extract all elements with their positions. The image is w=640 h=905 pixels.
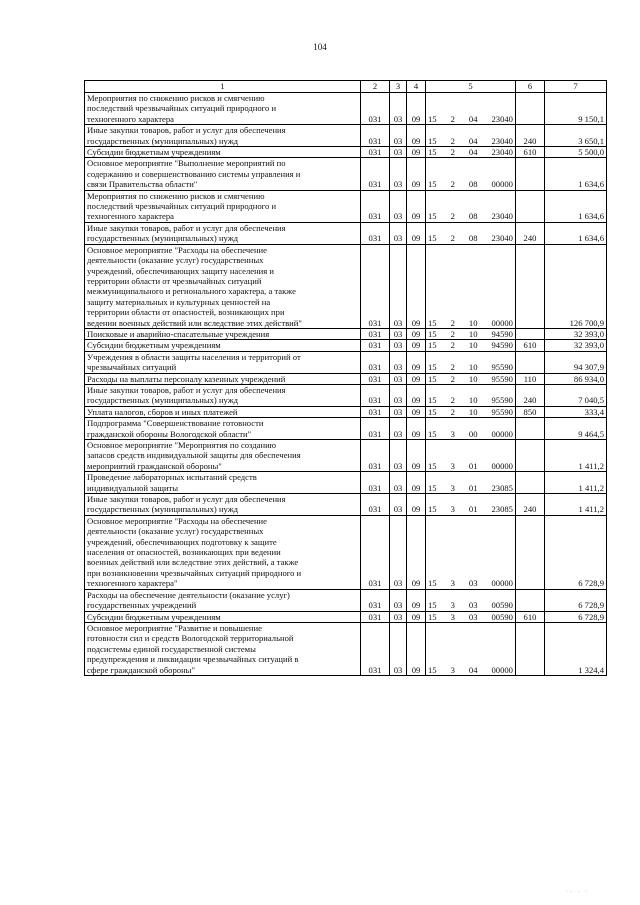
row-target-article bbox=[426, 351, 516, 373]
row-name: Субсидии бюджетным учреждениям bbox=[85, 611, 361, 622]
row-subsection-code: 09 bbox=[407, 351, 426, 373]
table-row bbox=[85, 515, 607, 589]
header-col-1: 1 bbox=[85, 81, 361, 93]
row-ministry-code: 031 bbox=[361, 373, 390, 384]
target-article-part: 00000 bbox=[491, 428, 513, 439]
target-article-parts bbox=[428, 114, 513, 124]
row-ministry-code: 031 bbox=[361, 472, 390, 494]
row-amount: 6 728,9 bbox=[545, 515, 607, 589]
target-article-part: 15 bbox=[428, 578, 437, 589]
row-expense-type bbox=[516, 472, 545, 494]
row-target-article bbox=[426, 418, 516, 440]
row-section-code: 03 bbox=[390, 515, 407, 589]
target-article-part: 10 bbox=[468, 317, 478, 328]
target-article-part: 04 bbox=[468, 113, 478, 124]
row-ministry-code: 031 bbox=[361, 147, 390, 158]
row-section-code: 03 bbox=[390, 351, 407, 373]
row-expense-type bbox=[516, 515, 545, 589]
target-article-part: 15 bbox=[428, 135, 437, 146]
row-subsection-code: 09 bbox=[407, 384, 426, 406]
row-section-code: 03 bbox=[390, 328, 407, 339]
table-row bbox=[85, 147, 607, 158]
row-section-code: 03 bbox=[390, 611, 407, 622]
target-article-part: 15 bbox=[428, 147, 437, 158]
row-section-code: 03 bbox=[390, 418, 407, 440]
table-row bbox=[85, 384, 607, 406]
row-expense-type bbox=[516, 351, 545, 373]
row-subsection-code: 09 bbox=[407, 406, 426, 417]
target-article-parts bbox=[428, 407, 513, 417]
row-subsection-code: 09 bbox=[407, 147, 426, 158]
table-row bbox=[85, 328, 607, 339]
row-target-article bbox=[426, 589, 516, 611]
row-amount: 6 728,9 bbox=[545, 611, 607, 622]
target-article-part: 2 bbox=[450, 317, 455, 328]
target-article-parts bbox=[428, 578, 513, 588]
row-name: Основное мероприятие "Мероприятия по созданию запасов средств индивидуальной защиты для обеспечения мероприятий гражданской обороны" bbox=[85, 440, 361, 472]
row-subsection-code: 09 bbox=[407, 472, 426, 494]
row-target-article bbox=[426, 328, 516, 339]
target-article-parts bbox=[428, 395, 513, 405]
row-ministry-code: 031 bbox=[361, 622, 390, 675]
target-article-parts bbox=[428, 429, 513, 439]
row-expense-type bbox=[516, 93, 545, 125]
table-body bbox=[85, 93, 607, 676]
row-ministry-code: 031 bbox=[361, 406, 390, 417]
row-target-article bbox=[426, 190, 516, 222]
row-name: Учреждения в области защиты населения и территорий от чрезвычайных ситуаций bbox=[85, 351, 361, 373]
target-article-part: 15 bbox=[428, 233, 437, 244]
target-article-part: 00000 bbox=[491, 179, 513, 190]
row-subsection-code: 09 bbox=[407, 244, 426, 328]
target-article-part: 2 bbox=[450, 211, 455, 222]
row-name: Основное мероприятие "Расходы на обеспечение деятельности (оказание услуг) государственных учреждений, обеспечивающих подготовку к защите населения от опасностей, возникающих при ведении военных действий или вследствие этих действий, а также при возникновении чрезвычайных ситуаций природного и техногенного характера" bbox=[85, 515, 361, 589]
target-article-part: 3 bbox=[450, 504, 455, 515]
row-ministry-code: 031 bbox=[361, 158, 390, 190]
header-col-6: 6 bbox=[516, 81, 545, 93]
row-expense-type bbox=[516, 244, 545, 328]
table-row bbox=[85, 494, 607, 516]
table-row bbox=[85, 158, 607, 190]
target-article-parts bbox=[428, 147, 513, 157]
row-section-code: 03 bbox=[390, 125, 407, 147]
target-article-part: 15 bbox=[428, 504, 437, 515]
target-article-part: 00000 bbox=[491, 317, 513, 328]
target-article-part: 15 bbox=[428, 611, 437, 622]
target-article-part: 00000 bbox=[491, 664, 513, 675]
row-target-article bbox=[426, 494, 516, 516]
row-expense-type bbox=[516, 589, 545, 611]
row-expense-type bbox=[516, 418, 545, 440]
header-col-7: 7 bbox=[545, 81, 607, 93]
target-article-part: 03 bbox=[468, 578, 478, 589]
table-row bbox=[85, 125, 607, 147]
row-name: Иные закупки товаров, работ и услуг для обеспечения государственных (муниципальных) нужд bbox=[85, 125, 361, 147]
row-expense-type: 240 bbox=[516, 384, 545, 406]
table-row bbox=[85, 373, 607, 384]
target-article-part: 95590 bbox=[491, 373, 513, 384]
row-expense-type: 240 bbox=[516, 222, 545, 244]
row-ministry-code: 031 bbox=[361, 93, 390, 125]
table-row bbox=[85, 589, 607, 611]
target-article-part: 15 bbox=[428, 113, 437, 124]
target-article-part: 3 bbox=[450, 600, 455, 611]
table-row bbox=[85, 418, 607, 440]
row-expense-type bbox=[516, 440, 545, 472]
row-section-code: 03 bbox=[390, 622, 407, 675]
target-article-part: 15 bbox=[428, 317, 437, 328]
header-col-3: 3 bbox=[390, 81, 407, 93]
target-article-part: 15 bbox=[428, 664, 437, 675]
row-ministry-code: 031 bbox=[361, 340, 390, 351]
row-section-code: 03 bbox=[390, 158, 407, 190]
row-amount: 6 728,9 bbox=[545, 589, 607, 611]
row-amount: 32 393,0 bbox=[545, 340, 607, 351]
target-article-parts bbox=[428, 612, 513, 622]
table-row bbox=[85, 472, 607, 494]
row-target-article bbox=[426, 158, 516, 190]
row-target-article bbox=[426, 440, 516, 472]
table-row bbox=[85, 351, 607, 373]
row-section-code: 03 bbox=[390, 244, 407, 328]
target-article-part: 3 bbox=[450, 611, 455, 622]
row-subsection-code: 09 bbox=[407, 222, 426, 244]
row-amount: 3 650,1 bbox=[545, 125, 607, 147]
target-article-part: 2 bbox=[450, 113, 455, 124]
row-expense-type bbox=[516, 622, 545, 675]
target-article-part: 95590 bbox=[491, 395, 513, 406]
target-article-part: 10 bbox=[468, 395, 478, 406]
target-article-part: 15 bbox=[428, 328, 437, 339]
target-article-part: 3 bbox=[450, 482, 455, 493]
target-article-part: 01 bbox=[468, 460, 478, 471]
row-section-code: 03 bbox=[390, 190, 407, 222]
row-section-code: 03 bbox=[390, 384, 407, 406]
target-article-part: 08 bbox=[468, 179, 478, 190]
target-article-part: 04 bbox=[468, 664, 478, 675]
target-article-part: 94590 bbox=[491, 340, 513, 351]
target-article-part: 23040 bbox=[491, 135, 513, 146]
row-subsection-code: 09 bbox=[407, 611, 426, 622]
target-article-part: 15 bbox=[428, 482, 437, 493]
row-name: Подпрограмма "Совершенствование готовности гражданской обороны Вологодской области" bbox=[85, 418, 361, 440]
row-name: Иные закупки товаров, работ и услуг для обеспечения государственных (муниципальных) нужд bbox=[85, 384, 361, 406]
target-article-parts bbox=[428, 211, 513, 221]
scan-mark: ·· · · bbox=[566, 889, 589, 895]
row-expense-type bbox=[516, 158, 545, 190]
row-ministry-code: 031 bbox=[361, 515, 390, 589]
table-row bbox=[85, 611, 607, 622]
row-section-code: 03 bbox=[390, 222, 407, 244]
row-name: Поисковые и аварийно-спасательные учреждения bbox=[85, 328, 361, 339]
row-subsection-code: 09 bbox=[407, 494, 426, 516]
row-ministry-code: 031 bbox=[361, 125, 390, 147]
target-article-part: 23085 bbox=[491, 504, 513, 515]
row-amount: 7 040,5 bbox=[545, 384, 607, 406]
row-amount: 1 634,6 bbox=[545, 222, 607, 244]
row-target-article bbox=[426, 244, 516, 328]
row-subsection-code: 09 bbox=[407, 440, 426, 472]
row-target-article bbox=[426, 125, 516, 147]
table-row bbox=[85, 222, 607, 244]
row-ministry-code: 031 bbox=[361, 440, 390, 472]
row-ministry-code: 031 bbox=[361, 494, 390, 516]
row-name: Мероприятия по снижению рисков и смягчению последствий чрезвычайных ситуаций природного и техногенного характера bbox=[85, 190, 361, 222]
row-target-article bbox=[426, 373, 516, 384]
row-target-article bbox=[426, 222, 516, 244]
target-article-part: 3 bbox=[450, 428, 455, 439]
table-row bbox=[85, 340, 607, 351]
target-article-part: 04 bbox=[468, 135, 478, 146]
row-amount: 9 464,5 bbox=[545, 418, 607, 440]
row-expense-type: 110 bbox=[516, 373, 545, 384]
row-amount: 1 634,6 bbox=[545, 190, 607, 222]
row-ministry-code: 031 bbox=[361, 244, 390, 328]
row-name: Иные закупки товаров, работ и услуг для обеспечения государственных (муниципальных) нужд bbox=[85, 222, 361, 244]
row-name: Проведение лабораторных испытаний средств индивидуальной защиты bbox=[85, 472, 361, 494]
target-article-part: 2 bbox=[450, 233, 455, 244]
target-article-parts bbox=[428, 374, 513, 384]
row-expense-type: 610 bbox=[516, 340, 545, 351]
table-row bbox=[85, 406, 607, 417]
target-article-part: 15 bbox=[428, 362, 437, 373]
row-expense-type: 610 bbox=[516, 147, 545, 158]
target-article-part: 95590 bbox=[491, 406, 513, 417]
row-target-article bbox=[426, 622, 516, 675]
row-name: Расходы на обеспечение деятельности (оказание услуг) государственных учреждений bbox=[85, 589, 361, 611]
target-article-part: 2 bbox=[450, 395, 455, 406]
target-article-part: 2 bbox=[450, 328, 455, 339]
target-article-part: 15 bbox=[428, 428, 437, 439]
row-name: Основное мероприятие "Расходы на обеспечение деятельности (оказание услуг) государственных учреждений, обеспечивающих защиту населения и территории области от чрезвычайных ситуаций межмуниципального и регионального характера, а также защиту материальных и культурных ценностей на территории области от опасностей, возникающих при ведении военных действий или вследствие этих действий" bbox=[85, 244, 361, 328]
row-subsection-code: 09 bbox=[407, 190, 426, 222]
row-name: Мероприятия по снижению рисков и смягчению последствий чрезвычайных ситуаций природного и техногенного характера bbox=[85, 93, 361, 125]
target-article-part: 2 bbox=[450, 147, 455, 158]
target-article-parts bbox=[428, 340, 513, 350]
row-amount: 126 700,9 bbox=[545, 244, 607, 328]
target-article-part: 08 bbox=[468, 233, 478, 244]
target-article-part: 01 bbox=[468, 482, 478, 493]
row-target-article bbox=[426, 406, 516, 417]
table-row bbox=[85, 440, 607, 472]
row-subsection-code: 09 bbox=[407, 93, 426, 125]
target-article-part: 01 bbox=[468, 504, 478, 515]
target-article-parts bbox=[428, 233, 513, 243]
row-section-code: 03 bbox=[390, 472, 407, 494]
target-article-part: 08 bbox=[468, 211, 478, 222]
row-subsection-code: 09 bbox=[407, 328, 426, 339]
target-article-part: 00590 bbox=[491, 611, 513, 622]
row-target-article bbox=[426, 93, 516, 125]
target-article-part: 15 bbox=[428, 340, 437, 351]
target-article-part: 10 bbox=[468, 340, 478, 351]
row-amount: 1 324,4 bbox=[545, 622, 607, 675]
target-article-part: 15 bbox=[428, 600, 437, 611]
row-ministry-code: 031 bbox=[361, 190, 390, 222]
target-article-part: 00000 bbox=[491, 578, 513, 589]
row-expense-type bbox=[516, 328, 545, 339]
row-ministry-code: 031 bbox=[361, 589, 390, 611]
target-article-part: 04 bbox=[468, 147, 478, 158]
row-name: Расходы на выплаты персоналу казенных учреждений bbox=[85, 373, 361, 384]
page-number: 104 bbox=[313, 42, 327, 52]
row-target-article bbox=[426, 147, 516, 158]
target-article-parts bbox=[428, 329, 513, 339]
target-article-parts bbox=[428, 504, 513, 514]
row-subsection-code: 09 bbox=[407, 340, 426, 351]
target-article-parts bbox=[428, 179, 513, 189]
row-amount: 1 634,6 bbox=[545, 158, 607, 190]
row-section-code: 03 bbox=[390, 494, 407, 516]
target-article-parts bbox=[428, 665, 513, 675]
row-expense-type: 850 bbox=[516, 406, 545, 417]
row-name: Иные закупки товаров, работ и услуг для обеспечения государственных (муниципальных) нужд bbox=[85, 494, 361, 516]
target-article-part: 2 bbox=[450, 373, 455, 384]
target-article-part: 2 bbox=[450, 135, 455, 146]
row-name: Субсидии бюджетным учреждениям bbox=[85, 147, 361, 158]
row-amount: 5 500,0 bbox=[545, 147, 607, 158]
table-row bbox=[85, 622, 607, 675]
row-ministry-code: 031 bbox=[361, 351, 390, 373]
header-col-2: 2 bbox=[361, 81, 390, 93]
row-target-article bbox=[426, 515, 516, 589]
row-subsection-code: 09 bbox=[407, 125, 426, 147]
header-col-5: 5 bbox=[426, 81, 516, 93]
row-amount: 333,4 bbox=[545, 406, 607, 417]
row-target-article bbox=[426, 611, 516, 622]
target-article-part: 10 bbox=[468, 373, 478, 384]
target-article-part: 2 bbox=[450, 179, 455, 190]
target-article-part: 23040 bbox=[491, 211, 513, 222]
row-amount: 1 411,2 bbox=[545, 440, 607, 472]
row-target-article bbox=[426, 472, 516, 494]
target-article-part: 10 bbox=[468, 406, 478, 417]
row-section-code: 03 bbox=[390, 373, 407, 384]
target-article-part: 15 bbox=[428, 406, 437, 417]
target-article-part: 00590 bbox=[491, 600, 513, 611]
target-article-part: 15 bbox=[428, 460, 437, 471]
row-subsection-code: 09 bbox=[407, 158, 426, 190]
row-name: Уплата налогов, сборов и иных платежей bbox=[85, 406, 361, 417]
target-article-part: 23085 bbox=[491, 482, 513, 493]
row-amount: 1 411,2 bbox=[545, 494, 607, 516]
row-section-code: 03 bbox=[390, 406, 407, 417]
row-subsection-code: 09 bbox=[407, 418, 426, 440]
target-article-part: 00000 bbox=[491, 460, 513, 471]
target-article-part: 2 bbox=[450, 340, 455, 351]
target-article-part: 00 bbox=[468, 428, 478, 439]
row-target-article bbox=[426, 384, 516, 406]
row-amount: 86 934,0 bbox=[545, 373, 607, 384]
row-amount: 1 411,2 bbox=[545, 472, 607, 494]
target-article-parts bbox=[428, 362, 513, 372]
target-article-part: 10 bbox=[468, 328, 478, 339]
target-article-part: 23040 bbox=[491, 147, 513, 158]
row-expense-type: 610 bbox=[516, 611, 545, 622]
target-article-part: 03 bbox=[468, 600, 478, 611]
target-article-part: 3 bbox=[450, 578, 455, 589]
table-row bbox=[85, 244, 607, 328]
header-row bbox=[85, 81, 607, 93]
target-article-part: 3 bbox=[450, 664, 455, 675]
row-ministry-code: 031 bbox=[361, 418, 390, 440]
budget-table bbox=[84, 80, 607, 676]
row-ministry-code: 031 bbox=[361, 222, 390, 244]
target-article-parts bbox=[428, 136, 513, 146]
row-name: Основное мероприятие "Развитие и повышение готовности сил и средств Вологодской территориальной подсистемы единой государственной системы предупреждения и ликвидации чрезвычайных ситуаций в сфере гражданской обороны" bbox=[85, 622, 361, 675]
target-article-part: 3 bbox=[450, 460, 455, 471]
row-expense-type: 240 bbox=[516, 494, 545, 516]
row-subsection-code: 09 bbox=[407, 589, 426, 611]
target-article-part: 23040 bbox=[491, 113, 513, 124]
target-article-parts bbox=[428, 600, 513, 610]
target-article-part: 23040 bbox=[491, 233, 513, 244]
target-article-part: 03 bbox=[468, 611, 478, 622]
target-article-part: 15 bbox=[428, 395, 437, 406]
row-expense-type: 240 bbox=[516, 125, 545, 147]
target-article-parts bbox=[428, 461, 513, 471]
row-section-code: 03 bbox=[390, 340, 407, 351]
row-expense-type bbox=[516, 190, 545, 222]
target-article-parts bbox=[428, 483, 513, 493]
row-section-code: 03 bbox=[390, 93, 407, 125]
row-section-code: 03 bbox=[390, 589, 407, 611]
table-row bbox=[85, 190, 607, 222]
row-amount: 94 307,9 bbox=[545, 351, 607, 373]
row-subsection-code: 09 bbox=[407, 373, 426, 384]
row-amount: 32 393,0 bbox=[545, 328, 607, 339]
header-col-4: 4 bbox=[407, 81, 426, 93]
row-subsection-code: 09 bbox=[407, 515, 426, 589]
target-article-part: 95590 bbox=[491, 362, 513, 373]
row-name: Субсидии бюджетным учреждениям bbox=[85, 340, 361, 351]
row-target-article bbox=[426, 340, 516, 351]
row-section-code: 03 bbox=[390, 147, 407, 158]
target-article-part: 15 bbox=[428, 179, 437, 190]
target-article-part: 2 bbox=[450, 406, 455, 417]
target-article-part: 10 bbox=[468, 362, 478, 373]
row-amount: 9 150,1 bbox=[545, 93, 607, 125]
target-article-part: 15 bbox=[428, 211, 437, 222]
row-ministry-code: 031 bbox=[361, 611, 390, 622]
row-ministry-code: 031 bbox=[361, 328, 390, 339]
target-article-part: 2 bbox=[450, 362, 455, 373]
target-article-part: 15 bbox=[428, 373, 437, 384]
row-section-code: 03 bbox=[390, 440, 407, 472]
table-row bbox=[85, 93, 607, 125]
row-name: Основное мероприятие "Выполнение мероприятий по содержанию и совершенствованию системы управления и связи Правительства области" bbox=[85, 158, 361, 190]
row-ministry-code: 031 bbox=[361, 384, 390, 406]
row-subsection-code: 09 bbox=[407, 622, 426, 675]
target-article-part: 94590 bbox=[491, 328, 513, 339]
target-article-parts bbox=[428, 318, 513, 328]
